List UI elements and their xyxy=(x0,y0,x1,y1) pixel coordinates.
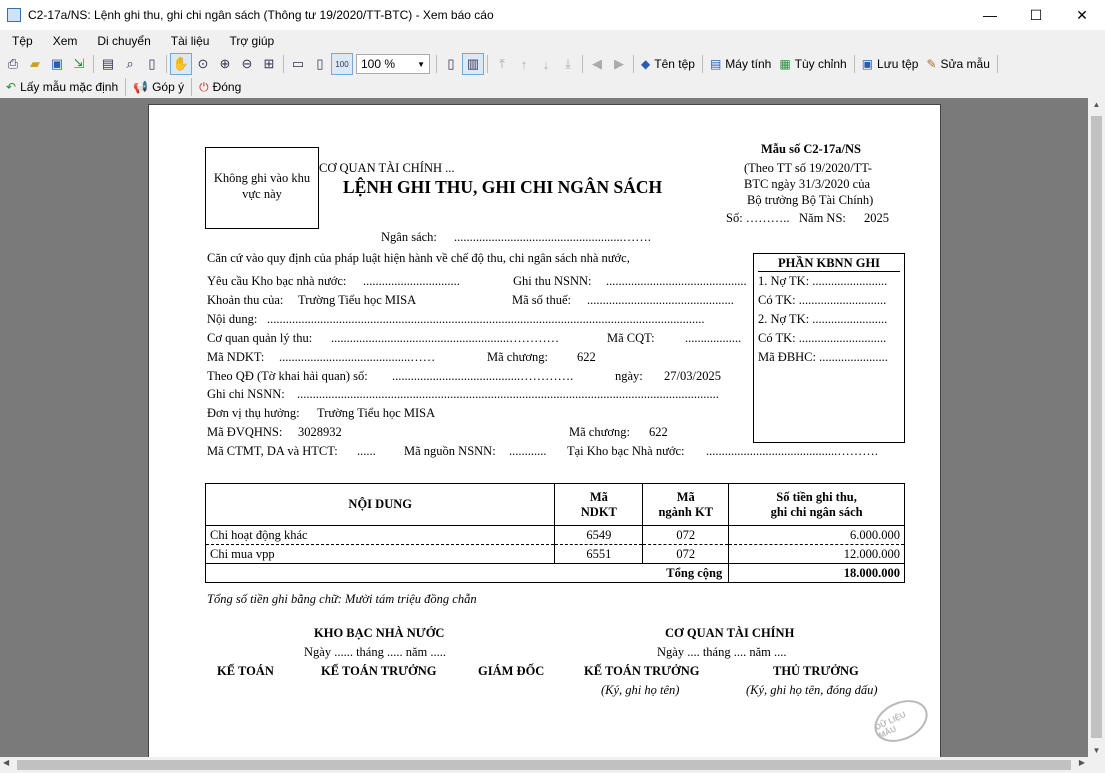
ctmt-label: Mã CTMT, DA và HTCT: xyxy=(207,444,338,458)
kbnn-line: Có TK: ............................ xyxy=(758,331,887,345)
toolbar-separator xyxy=(582,55,583,73)
treasury-heading: KHO BẠC NHÀ NƯỚC xyxy=(314,626,445,640)
collect-value: Trường Tiểu học MISA xyxy=(298,293,417,307)
collect-label: Khoản thu của: xyxy=(207,293,284,307)
treasury-label: Tại Kho bạc Nhà nước: xyxy=(567,444,685,458)
dvqhns-value: 3028932 xyxy=(298,425,342,439)
next-page-icon[interactable]: ↓ xyxy=(542,56,550,72)
feedback-button[interactable] xyxy=(129,76,188,98)
column-header: Số tiền ghi thu, ghi chi ngân sách xyxy=(729,484,905,526)
toolbar-separator xyxy=(125,78,126,96)
number-label: Số: ……….. xyxy=(726,211,790,225)
head-note: (Ký, ghi họ tên, đóng dấu) xyxy=(746,683,878,697)
revenue-dots: ............................................. xyxy=(606,274,747,288)
horizontal-scrollbar[interactable] xyxy=(0,757,1088,773)
default-template-label: Lấy mẫu mặc định xyxy=(20,80,119,94)
source-dots: ............ xyxy=(509,444,547,458)
custom-label: Tùy chỉnh xyxy=(794,57,847,71)
menu-navigate[interactable]: Di chuyển xyxy=(97,34,151,48)
forward-icon[interactable]: ▶ xyxy=(614,56,624,71)
date-value: 27/03/2025 xyxy=(664,369,721,383)
menu-document[interactable]: Tài liệu xyxy=(170,34,210,48)
cqt-label: Mã CQT: xyxy=(607,331,655,345)
row-nganh: 072 xyxy=(643,526,729,545)
row-ndkt: 6549 xyxy=(555,526,643,545)
finance-chief-accountant-title: KẾ TOÁN TRƯỞNG xyxy=(584,664,700,678)
menu-bar xyxy=(0,31,1105,51)
tax-dots: ............................................... xyxy=(587,293,734,307)
column-header: Mã NDKT xyxy=(555,484,643,526)
detail-table xyxy=(205,483,905,583)
circular-line-1: (Theo TT số 19/2020/TT- xyxy=(744,161,872,175)
table-row xyxy=(206,526,905,545)
previous-page-icon[interactable]: ↑ xyxy=(520,56,528,72)
document-map-icon[interactable]: ▤ xyxy=(101,56,115,71)
request-dots: ............................... xyxy=(363,274,460,288)
magnifier-icon[interactable]: ⊙ xyxy=(197,56,209,71)
accountant-title: KẾ TOÁN xyxy=(217,664,274,678)
default-template-button[interactable] xyxy=(2,76,122,98)
close-report-label: Đóng xyxy=(212,80,242,94)
power-icon: ⏻ xyxy=(199,79,209,94)
scroll-right-icon[interactable]: ▶ xyxy=(1078,758,1085,767)
custom-button[interactable] xyxy=(775,53,850,75)
chapter-value: 622 xyxy=(577,350,596,364)
window-title: C2-17a/NS: Lệnh ghi thu, ghi chi ngân sách (Thông tư 19/2020/TT-BTC) - Xem báo cáo xyxy=(28,8,494,22)
expense-dots: ....................................................................................................................................... xyxy=(297,387,719,401)
back-icon[interactable]: ◀ xyxy=(592,56,602,71)
kbnn-line: 1. Nợ TK: ........................ xyxy=(758,274,888,288)
export-icon[interactable]: ⇲ xyxy=(73,56,85,71)
file-name-button[interactable] xyxy=(637,53,699,75)
basis-text: Căn cứ vào quy định của pháp luật hiện hành về chế độ thu, chi ngân sách nhà nước, xyxy=(207,251,630,265)
kbnn-box xyxy=(753,253,905,443)
total-label: Tổng cộng xyxy=(206,564,729,583)
computer-label: Máy tính xyxy=(725,57,772,71)
expense-label: Ghi chi NSNN: xyxy=(207,387,285,401)
chapter2-label: Mã chương: xyxy=(569,425,630,439)
dvqhns-label: Mã ĐVQHNS: xyxy=(207,425,283,439)
edit-template-button[interactable] xyxy=(922,53,993,75)
request-label: Yêu cầu Kho bạc nhà nước: xyxy=(207,274,347,288)
total-value: 18.000.000 xyxy=(729,564,905,583)
menu-file[interactable]: Tệp xyxy=(12,34,33,48)
computer-button[interactable] xyxy=(706,53,775,75)
table-total-row xyxy=(206,564,905,583)
revenue-label: Ghi thu NSNN: xyxy=(513,274,592,288)
chief-accountant-title: KẾ TOÁN TRƯỞNG xyxy=(321,664,437,678)
content-dots: ............................................................................................................................................ xyxy=(267,312,705,326)
toolbar-separator xyxy=(93,55,94,73)
page-setup-icon[interactable]: ▯ xyxy=(148,56,156,71)
row-content: Chi hoạt động khác xyxy=(206,526,555,545)
close-report-button[interactable] xyxy=(195,76,245,98)
source-label: Mã nguồn NSNN: xyxy=(404,444,496,458)
save-file-label: Lưu tệp xyxy=(877,57,919,71)
close-window-button[interactable]: ✕ xyxy=(1076,6,1088,23)
scroll-down-icon[interactable]: ▼ xyxy=(1092,746,1101,755)
zoom-100-icon[interactable]: 100 xyxy=(331,53,353,75)
find-icon[interactable]: ⌕ xyxy=(126,56,134,71)
report-viewport[interactable] xyxy=(0,98,1088,757)
sample-data-stamp: DỮ LIỆU MẪU xyxy=(868,692,935,750)
cqt-dots: .................. xyxy=(685,331,742,345)
main-toolbar xyxy=(0,52,1105,76)
menu-view[interactable]: Xem xyxy=(52,34,78,48)
toolbar-separator xyxy=(702,55,703,73)
finance-heading: CƠ QUAN TÀI CHÍNH xyxy=(665,626,795,640)
horizontal-scroll-thumb[interactable] xyxy=(17,760,1071,770)
toolbar-separator xyxy=(191,78,192,96)
chart-icon: ▦ xyxy=(779,57,791,71)
table-row xyxy=(206,545,905,564)
form-title: LỆNH GHI THU, GHI CHI NGÂN SÁCH xyxy=(343,177,663,197)
row-amount: 12.000.000 xyxy=(729,545,905,564)
page-width-icon[interactable]: ▭ xyxy=(291,56,305,71)
toolbar-separator xyxy=(854,55,855,73)
last-page-icon[interactable]: ⤓ xyxy=(565,56,571,71)
floppy-icon: ▣ xyxy=(861,57,874,71)
kbnn-line: 2. Nợ TK: ........................ xyxy=(758,312,888,326)
treasury-date: Ngày ...... tháng ..... năm ..... xyxy=(304,645,446,659)
zoom-in-icon[interactable]: ⊕ xyxy=(219,56,231,71)
beneficiary-value: Trường Tiểu học MISA xyxy=(317,406,436,420)
row-amount: 6.000.000 xyxy=(729,526,905,545)
toolbar-separator xyxy=(997,55,998,73)
toolbar-separator xyxy=(487,55,488,73)
megaphone-icon: 📢 xyxy=(133,80,149,94)
kbnn-title: PHẦN KBNN GHI xyxy=(758,254,900,272)
title-bar xyxy=(0,0,1105,30)
column-header: Mã ngành KT xyxy=(643,484,729,526)
agency-header: CƠ QUAN TÀI CHÍNH ... xyxy=(319,161,455,175)
beneficiary-label: Đơn vị thụ hưởng: xyxy=(207,406,300,420)
director-title: GIÁM ĐỐC xyxy=(478,664,545,678)
continuous-page-icon[interactable]: ▥ xyxy=(462,53,484,75)
content-label: Nội dung: xyxy=(207,312,258,326)
save-icon[interactable]: ▣ xyxy=(50,56,64,71)
document-icon: ▤ xyxy=(709,57,722,71)
finance-chief-accountant-note: (Ký, ghi họ tên) xyxy=(601,683,680,697)
head-title: THỦ TRƯỞNG xyxy=(773,664,859,678)
save-file-button[interactable] xyxy=(858,53,923,75)
zoom-out-icon[interactable]: ⊖ xyxy=(241,56,253,71)
form-number: Mẫu số C2-17a/NS xyxy=(761,142,862,156)
feedback-label: Góp ý xyxy=(152,80,185,94)
zoom-value: 100 % xyxy=(361,57,396,71)
no-write-text: Không ghi vào khu vực này xyxy=(213,171,311,201)
report-page xyxy=(148,104,941,757)
toolbar-separator xyxy=(283,55,284,73)
undo-arrow-icon: ↶ xyxy=(6,80,17,94)
kbnn-line: Mã ĐBHC: ...................... xyxy=(758,350,888,364)
table-header-row xyxy=(206,484,905,526)
scroll-left-icon[interactable]: ◀ xyxy=(3,758,10,767)
budget-label: Ngân sách: xyxy=(381,230,437,244)
scroll-up-icon[interactable]: ▲ xyxy=(1092,100,1101,109)
toolbar-separator xyxy=(166,55,167,73)
pencil-icon: ✎ xyxy=(926,57,937,71)
secondary-toolbar xyxy=(0,77,1105,97)
open-folder-icon[interactable]: ▰ xyxy=(30,56,40,71)
tax-label: Mã số thuế: xyxy=(512,293,572,307)
row-nganh: 072 xyxy=(643,545,729,564)
file-name-label: Tên tệp xyxy=(654,57,695,71)
first-page-icon[interactable]: ⤒ xyxy=(499,56,505,71)
authority-label: Cơ quan quản lý thu: xyxy=(207,331,313,345)
year-value: 2025 xyxy=(864,211,889,225)
column-header: NỘI DUNG xyxy=(206,484,555,526)
zoom-select[interactable] xyxy=(356,54,430,74)
toolbar-separator xyxy=(436,55,437,73)
vertical-scrollbar[interactable] xyxy=(1088,98,1105,757)
decision-label: Theo QĐ (Tờ khai hải quan) số: xyxy=(207,369,368,383)
minimize-button[interactable]: — xyxy=(983,7,997,23)
decision-dots: .........................................…………. xyxy=(392,369,574,383)
amount-in-words: Tổng số tiền ghi bằng chữ: Mười tám triệu đồng chẵn xyxy=(207,592,477,606)
chapter2-value: 622 xyxy=(649,425,668,439)
whole-page-icon[interactable]: ▯ xyxy=(316,56,324,71)
ndkt-label: Mã NDKT: xyxy=(207,350,265,364)
ctmt-dots: ...... xyxy=(357,444,376,458)
edit-template-label: Sửa mẫu xyxy=(940,57,990,71)
chapter-label: Mã chương: xyxy=(487,350,548,364)
menu-help[interactable]: Trợ giúp xyxy=(229,34,275,48)
budget-dots: ......................................................……. xyxy=(454,230,651,244)
toolbar-separator xyxy=(633,55,634,73)
print-icon[interactable]: ⎙ xyxy=(7,56,19,71)
single-page-icon[interactable]: ▯ xyxy=(447,56,455,71)
ndkt-dots: ..........................................…… xyxy=(279,350,436,364)
chevron-down-icon: ▼ xyxy=(417,59,425,69)
row-content: Chi mua vpp xyxy=(206,545,555,564)
treasury-dots: ..........................................………. xyxy=(706,444,878,458)
circular-line-3: Bộ trưởng Bộ Tài Chính) xyxy=(747,193,874,207)
kbnn-line: Có TK: ............................ xyxy=(758,293,887,307)
no-write-box xyxy=(205,147,319,229)
multi-page-icon[interactable]: ⊞ xyxy=(263,56,275,71)
diamond-icon: ◆ xyxy=(641,57,651,71)
hand-tool-icon[interactable]: ✋ xyxy=(170,53,192,75)
finance-date: Ngày .... tháng .... năm .... xyxy=(657,645,787,659)
row-ndkt: 6551 xyxy=(555,545,643,564)
app-icon xyxy=(7,8,21,22)
maximize-button[interactable]: ☐ xyxy=(1029,6,1043,23)
authority-dots: .........................................................………… xyxy=(331,331,560,345)
circular-line-2: BTC ngày 31/3/2020 của xyxy=(744,177,871,191)
year-label: Năm NS: xyxy=(799,211,846,225)
vertical-scroll-thumb[interactable] xyxy=(1091,116,1102,738)
date-label: ngày: xyxy=(615,369,643,383)
